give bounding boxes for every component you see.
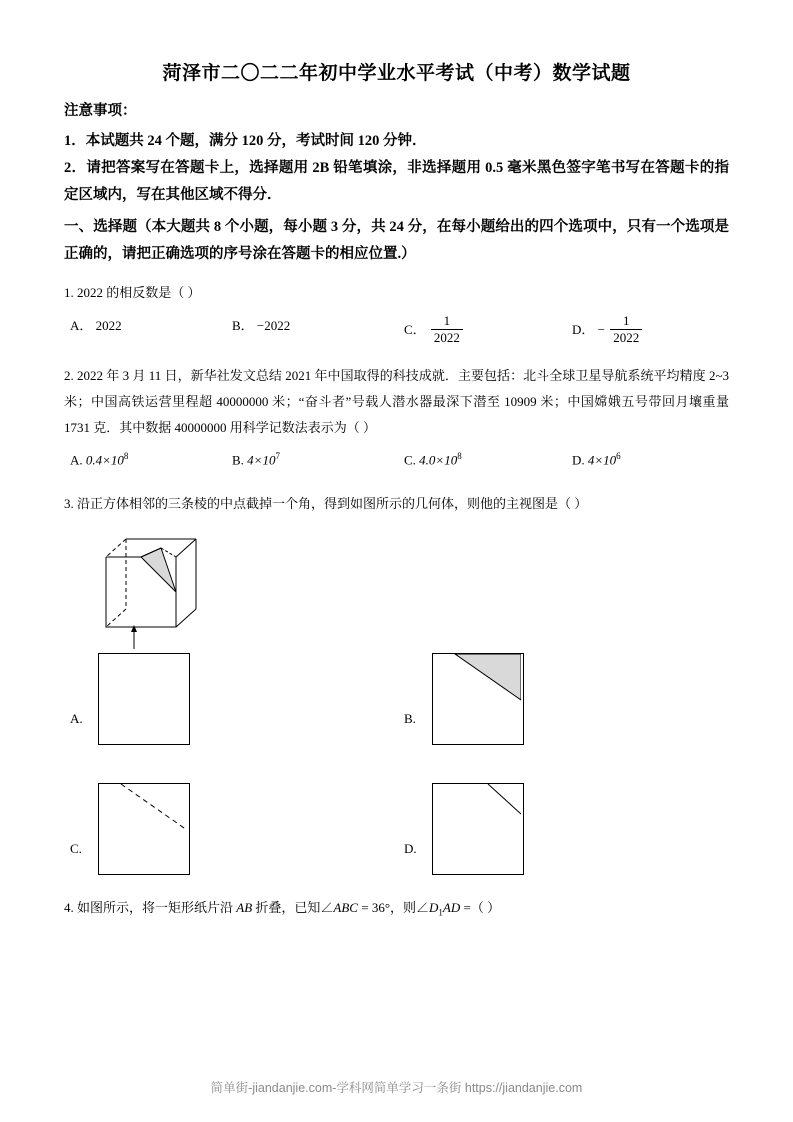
- option-1-d[interactable]: [572, 315, 644, 347]
- option-2-c-base: 4.0×10: [419, 452, 458, 468]
- option-2-b-base: 4×10: [247, 452, 276, 468]
- question-4-number: 4.: [64, 900, 74, 916]
- choice-letter-c: C.: [70, 841, 82, 857]
- choice-figure-d[interactable]: [432, 783, 524, 875]
- footer-watermark: 简单街-jiandanjie.com-学科网简单学习一条街 https://jiandanjie.com: [210, 1081, 583, 1095]
- option-2-a-label: A.: [70, 452, 83, 468]
- choice-figure-b[interactable]: [432, 653, 524, 745]
- notice-line-1: 1．本试题共 24 个题，满分 120 分，考试时间 120 分钟．: [64, 133, 427, 149]
- fraction-one-over-2022: [431, 314, 463, 346]
- question-4-stem-p2: 折叠，已知∠: [252, 900, 334, 916]
- question-4-stem-p1: 如图所示，将一矩形纸片沿: [77, 900, 237, 916]
- option-2-b[interactable]: [232, 451, 280, 468]
- page-title: 菏泽市二〇二二年初中学业水平考试（中考）数学试题: [162, 62, 631, 84]
- option-1-b[interactable]: [232, 315, 290, 334]
- option-2-a-base: 0.4×10: [85, 452, 124, 468]
- question-2-options: [64, 451, 729, 479]
- option-1-c-label: C．: [404, 322, 426, 338]
- choice-letter-d: D.: [404, 841, 417, 857]
- question-4-angle-abc: ABC: [333, 900, 358, 916]
- choice-letter-a: A.: [70, 711, 83, 727]
- section-heading: 一、选择题（本大题共 8 个小题，每小题 3 分，共 24 分，在每小题给出的四个选项中，只有一个选项是正确的，请把正确选项的序号涂在答题卡的相应位置.）: [64, 219, 729, 263]
- option-1-a-label: A．: [70, 318, 93, 334]
- choice-figure-a[interactable]: [98, 653, 190, 745]
- question-1-options: [64, 315, 729, 349]
- option-2-c-exp: 8: [457, 451, 462, 462]
- question-1-stem: 2022 的相反数是（ ）: [77, 285, 201, 301]
- question-2: [64, 363, 729, 441]
- choice-letter-b: B.: [404, 711, 416, 727]
- option-2-d-base: 4×10: [587, 452, 617, 468]
- option-1-b-label: B．: [232, 318, 254, 334]
- fraction-neg-one-over-2022: [610, 314, 642, 346]
- fraction-numerator: 1: [622, 313, 630, 329]
- option-2-c-label: C.: [404, 452, 416, 468]
- question-4-angle-d1: D: [429, 900, 439, 916]
- option-1-d-sign: −: [597, 322, 605, 338]
- question-3: [64, 491, 729, 517]
- option-2-b-label: B.: [232, 452, 244, 468]
- option-1-a[interactable]: [70, 315, 122, 334]
- option-1-c[interactable]: [404, 315, 465, 347]
- question-2-stem: 2022 年 3 月 11 日，新华社发文总结 2021 年中国取得的科技成就．主要包括：北斗全球卫星导航系统平均精度 2~3 米；中国高铁运营里程超 40000000 米；“奋斗者”号载人潜水器最深下潜至 10909 米；中国嫦娥五号带回月壤重量 1731 克．其中数据 40000000 用科学记数法表示为（ ）: [64, 368, 729, 436]
- option-2-d-exp: 6: [616, 451, 621, 462]
- question-4-segment-ab: AB: [236, 900, 253, 916]
- option-1-b-text: −2022: [256, 318, 291, 334]
- choice-figure-c[interactable]: [98, 783, 190, 875]
- question-3-stem: 沿正方体相邻的三条棱的中点截掉一个角，得到如图所示的几何体，则他的主视图是（ ）: [77, 496, 588, 512]
- option-2-d[interactable]: [572, 451, 621, 468]
- fraction-denominator: 2022: [613, 330, 640, 346]
- question-1: [64, 280, 729, 305]
- question-4-stem-p4: =（ ）: [460, 900, 501, 916]
- question-4-angle-ad: AD: [442, 900, 461, 916]
- cut-cube-figure: [98, 529, 228, 666]
- notice-heading: 注意事项：: [64, 103, 137, 119]
- option-2-c[interactable]: [404, 451, 462, 468]
- option-2-a[interactable]: [70, 451, 128, 468]
- fraction-denominator: 2022: [433, 330, 460, 346]
- option-2-b-exp: 7: [275, 451, 280, 462]
- option-1-a-text: 2022: [95, 318, 122, 334]
- question-1-number: 1.: [64, 285, 74, 301]
- question-4-stem-p3: = 36°，则∠: [357, 900, 430, 916]
- question-3-number: 3.: [64, 496, 74, 512]
- option-2-d-label: D.: [572, 452, 585, 468]
- question-4: [64, 895, 729, 922]
- question-2-number: 2.: [64, 368, 74, 384]
- question-3-figures: [64, 525, 729, 893]
- fraction-numerator: 1: [443, 313, 451, 329]
- option-2-a-exp: 8: [123, 451, 129, 462]
- option-1-d-label: D．: [572, 322, 595, 338]
- notice-line-2: 2．请把答案写在答题卡上，选择题用 2B 铅笔填涂，非选择题用 0.5 毫米黑色签字笔书写在答题卡的指定区域内，写在其他区域不得分．: [64, 159, 729, 203]
- question-4-angle-d1-sub: 1: [438, 908, 443, 918]
